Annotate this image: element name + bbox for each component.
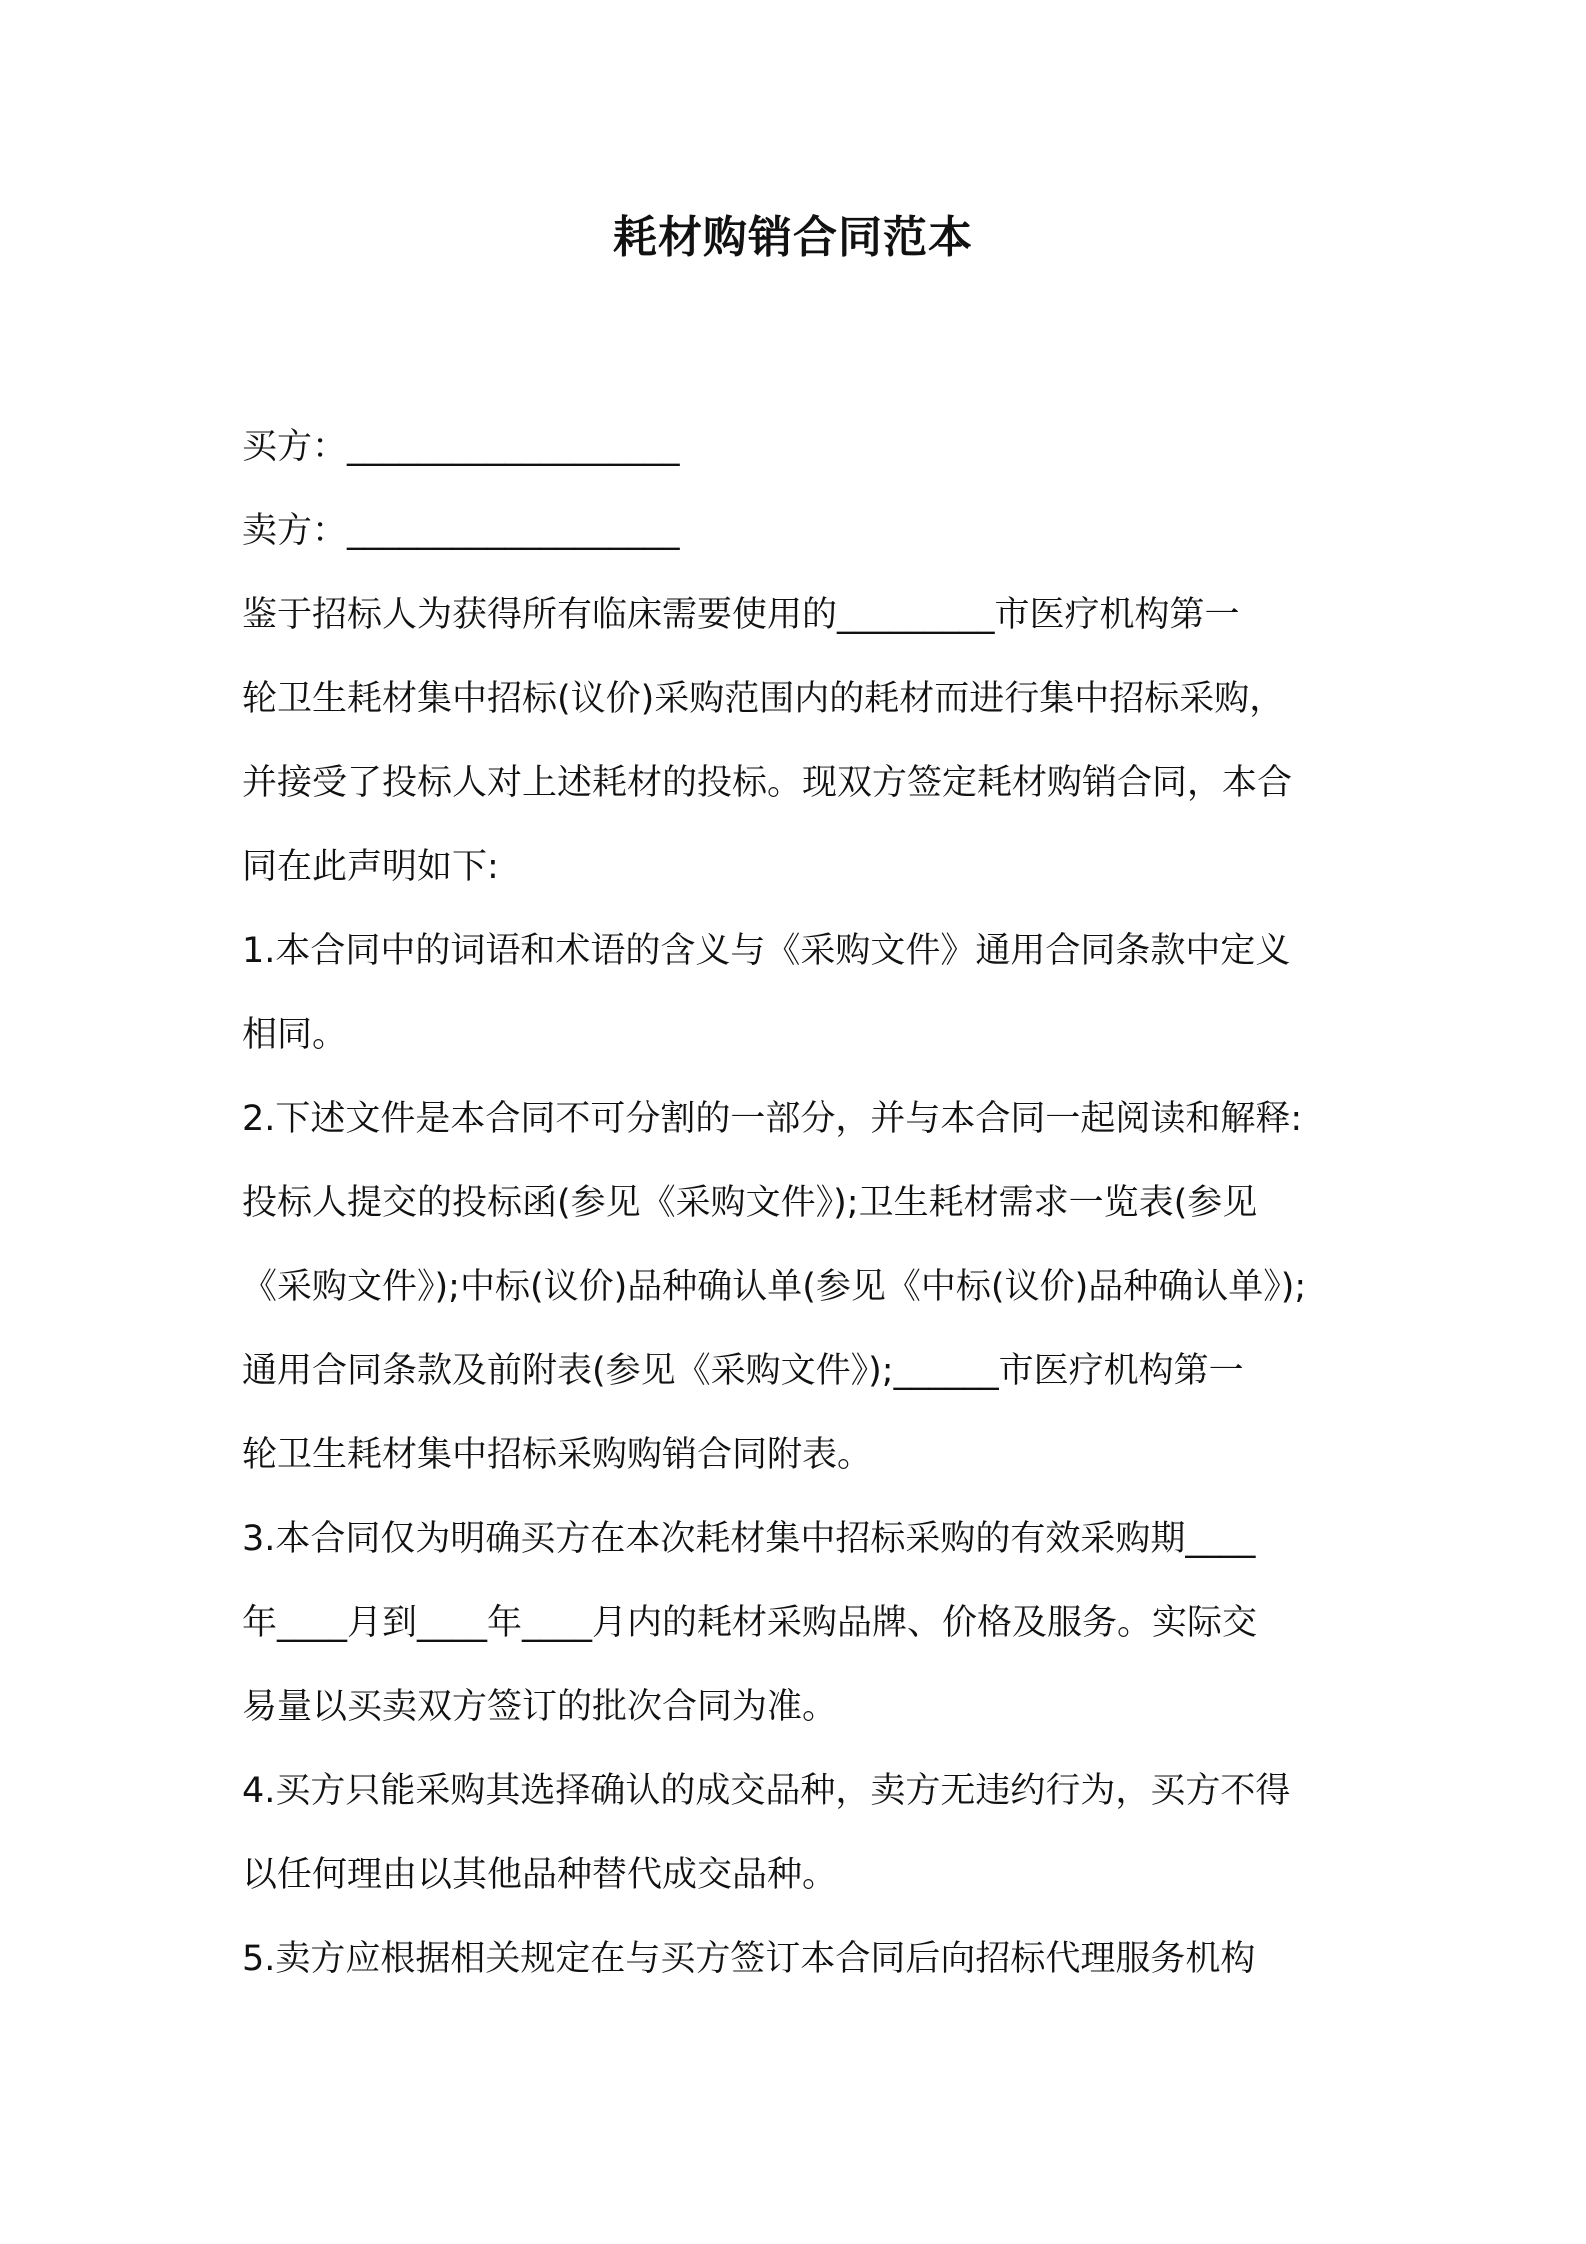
text-line: 同在此声明如下: [242, 847, 499, 887]
text-line: 轮卫生耗材集中招标(议价)采购范围内的耗材而进行集中招标采购， [242, 679, 1285, 719]
buyer-line: 买方：___________________ [242, 427, 680, 467]
seller-line: 卖方：___________________ [242, 511, 680, 551]
clause-3-line: 易量以买卖双方签订的批次合同为准。 [242, 1687, 838, 1727]
clause-3-line: 年____月到____年____月内的耗材采购品牌、价格及服务。实际交 [242, 1603, 1258, 1643]
clause-5-line: 5.卖方应根据相关规定在与买方签订本合同后向招标代理服务机构 [242, 1939, 1256, 1979]
clause-1-line: 1.本合同中的词语和术语的含义与《采购文件》通用合同条款中定义 [242, 931, 1291, 971]
text-line: 鉴于招标人为获得所有临床需要使用的_________市医疗机构第一 [242, 595, 1240, 635]
clause-4-line: 以任何理由以其他品种替代成交品种。 [242, 1855, 838, 1895]
clause-2-line: 2.下述文件是本合同不可分割的一部分，并与本合同一起阅读和解释: [242, 1099, 1303, 1139]
clause-2-line: 轮卫生耗材集中招标采购购销合同附表。 [242, 1435, 873, 1475]
clause-2-line: 《采购文件》);中标(议价)品种确认单(参见《中标(议价)品种确认单》); [242, 1267, 1307, 1307]
clause-3-line: 3.本合同仅为明确买方在本次耗材集中招标采购的有效采购期____ [242, 1519, 1256, 1559]
clause-2-line: 通用合同条款及前附表(参见《采购文件》);______市医疗机构第一 [242, 1351, 1244, 1391]
document-body [242, 405, 1362, 2001]
clause-4-line: 4.买方只能采购其选择确认的成交品种，卖方无违约行为，买方不得 [242, 1771, 1291, 1811]
clause-1-line: 相同。 [242, 1015, 348, 1055]
text-line: 并接受了投标人对上述耗材的投标。现双方签定耗材购销合同，本合 [242, 763, 1293, 803]
clause-2-line: 投标人提交的投标函(参见《采购文件》);卫生耗材需求一览表(参见 [242, 1183, 1258, 1223]
document-title: 耗材购销合同范本 [613, 212, 973, 263]
